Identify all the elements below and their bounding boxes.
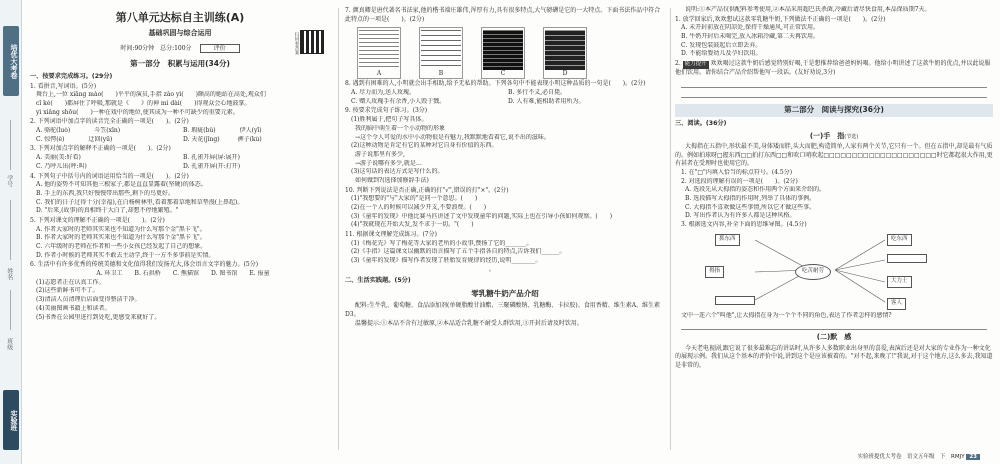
reading-option[interactable]: B. 选段描写大拇指的作用时,列举了具体的事例。: [685, 195, 816, 203]
calligraphy-c[interactable]: [481, 27, 525, 79]
q6-line: (3)清洁人员清理后店面变得整洁干净。: [36, 296, 141, 304]
column-divider: [338, 8, 339, 450]
q9-line: 我的脑中萌生着一个小动物的形象: [355, 124, 446, 132]
q9-line: (3)这句话的表达方式是写什么的。: [351, 168, 444, 176]
question-1: [30, 83, 330, 118]
q5-option-c[interactable]: C. 六年级时的老师在作者和一些小女孩已经发起了自己的想象。: [36, 243, 207, 250]
q6-line: (1)志愿者正在认真工作。: [36, 278, 105, 286]
q6-line: (5)书香在公园里进行到处吃,更感受来就好了。: [36, 313, 161, 321]
page-subtitle: 基础巩固与综合运用: [148, 28, 212, 37]
column-2: [345, 6, 665, 450]
q10-stem: 10. 判断下列说法是否正确,正确的打"√",错误的打"×"。(2分): [345, 186, 509, 194]
q13-text: 欢欢喝过这款牛奶后感觉特别好喝,于是想推荐给爸爸妈妈喝。他给小明讲述了这款牛奶的优点,并以此说服他们饮用。请你结合产品介绍帮他写一段话。(友好劝说,3分): [675, 60, 991, 77]
q12-stem: 1. 放学回家后,欢欢想试这款零乳糖牛奶,下列做法不正确的一项是( )。(2分): [675, 15, 886, 23]
calligraphy-label: C: [500, 69, 506, 77]
qr-code-icon[interactable]: [300, 30, 324, 54]
reading-question: 1. 在"□"内填入恰当的标点符号。(4.5分): [681, 168, 793, 176]
page-title: 第八单元达标自主训练(A): [115, 11, 245, 24]
part-1-heading: 第一部分 积累与运用(34分): [130, 58, 230, 68]
brand-tag-bottom: 实验班: [3, 390, 19, 450]
mind-center: 吃苦耐劳: [795, 264, 831, 280]
q11-stem: 11. 根据课文理解完成练习。(7分): [345, 231, 437, 239]
q1-line: cǐ kè( )都屏住了呼吸,那就是《 》的神 mì dài( )得观众会心地鼓掌。: [36, 100, 251, 107]
calligraphy-a[interactable]: [357, 27, 401, 79]
reading-question: 2. 对选段的理解有误的一项是( )。(2分): [681, 177, 798, 185]
mind-node-blank[interactable]: [887, 254, 927, 263]
reading-question: 文中一连六个"叫他",让大拇指在身为一个个不同的角色,表达了作者怎样的感情?: [681, 311, 892, 319]
student-id-label: 学号: [5, 175, 13, 187]
reading-1-title: [675, 131, 993, 141]
class-label: 班级: [5, 338, 13, 350]
section-3-heading: 三、阅读。(36分): [675, 119, 727, 127]
q4-stem: 4. 下列句子中括号内的词语运用恰当的一项是( )。(2分): [30, 172, 189, 180]
qr-label: 扫码看答案: [294, 32, 299, 55]
q11-line: (3)《童年的发现》描写作者发现了胚胎发育规律的经历,说明________。: [351, 257, 542, 265]
reading-1-para: 大拇指在五指中,形状最不美,身体矮而胖,头大而肥,构造简单,人家有两个关节,它只有一个。但在五指中,却是最有气质的。例如拍球呀□握东西□□拍打东西□□和吹口哨吹起□□□□□□□□□□□□□□□□□□□□时它都起很大作用,更有甚者在受理时也使用它的。: [675, 142, 993, 168]
student-id-line: [10, 120, 11, 170]
calligraphy-b[interactable]: [419, 27, 463, 79]
q3-option-c[interactable]: C. 乃呼儿出(呼:叫): [36, 162, 87, 170]
class-line: [10, 290, 11, 330]
q9-line: (2)这种动物是肯定有它的某种对它自身有价值的东西。: [351, 142, 498, 150]
q12-option-c[interactable]: C. 发现包装鼓起后立即丢弃。: [681, 41, 762, 49]
q9-line: 游子说那里有多少,: [355, 150, 405, 158]
mind-node: 客人: [887, 298, 906, 310]
q4-option-a[interactable]: A. 他的姿势不可知其他三根家子,都是直直显露着(坚硬)的体态。: [36, 181, 207, 189]
section-2-heading: 二、生活实践题。(5分): [345, 276, 411, 284]
question-11: [345, 231, 665, 274]
q2-stem: 2. 下列词语中加点字的读音完全正确的一项是( )。(2分): [30, 118, 189, 126]
q11-line: 。: [351, 265, 496, 273]
question-10: [345, 187, 665, 230]
q8-option-c[interactable]: C. 赠人玫瑰手有余香,小人毁于戮。: [351, 97, 446, 105]
q2-option-a[interactable]: A. 骆驼(luò) 斗笠(xīn): [36, 127, 121, 135]
reading-option[interactable]: A. 选段先从大拇指的姿态和作用两个方面来介绍的。: [685, 186, 826, 194]
q9-stem: 9. 按要求完成句子练习。(3分): [345, 107, 428, 115]
q11-line: (1)《梅花先》写了梅花等大家的老所的小故事,赞扬了它的_______。: [351, 239, 533, 247]
q9-line: 如何做到?(选择加修辞手法): [355, 176, 429, 184]
q10-line: (2)在一个人的时候可以减少开支,不要浪费。( ): [351, 204, 487, 211]
q4-option-c[interactable]: C. 我们的日子过得十分(幸福),在白杨树林里,看着那着草地和草垫漫(上鼻起)。: [36, 198, 244, 206]
q5-option-b[interactable]: B. 作者大家时的老师其实来也不知道为什么写那个金"黑卡飞"。: [36, 234, 206, 242]
calligraphy-label: D: [562, 69, 568, 77]
product-para: 配料:生牛乳、葡萄糖、食品添加剂(单硬脂酸甘油酯、三聚磷酸钠、乳糖酶、卡拉胶)、食用香精、维生素A、维生素D3。: [345, 302, 661, 319]
mind-node: 拇指: [705, 266, 724, 278]
q7-stem: 7. 颜真卿是唐代著名书法家,他的楷书端庄雄伟,浑厚有力,具有很多特点,大气磅礴是它的一大特点。下面书法作品中符合此特点的一项是( )。(2分): [345, 7, 661, 23]
question-8: [345, 80, 665, 106]
page-footer: [858, 454, 980, 462]
calligraphy-d[interactable]: [543, 27, 587, 79]
mind-node: 吃东西: [887, 234, 912, 246]
q1-stem: 1. 看拼音,写词语。(5分): [30, 82, 97, 90]
q1-line: yì xiǎng shōu( )一种在戏中的地位,使其成为一种不可缺少的重要元素。: [36, 108, 239, 116]
column-3: [675, 6, 993, 450]
mind-node: 大力士: [887, 276, 912, 288]
q5-option-d[interactable]: D. 作者小时候的老师其实不敢去主动学,终于一方不多事前是实情。: [36, 251, 215, 259]
question-6: [30, 261, 330, 322]
name-line: [10, 200, 11, 260]
column-divider: [670, 8, 671, 450]
q2-option-c[interactable]: C. 惊愕(è) 迂回(yū): [36, 135, 113, 143]
calligraphy-label: B: [438, 69, 444, 77]
reading-1-source: (节选): [844, 133, 859, 140]
mind-node: 抓东西: [715, 234, 740, 246]
q12-option-b[interactable]: B. 牛奶开封后未喝完,放入冰箱冷藏,第二天再饮用。: [681, 33, 820, 41]
question-2: [30, 118, 330, 144]
evaluation-label: 评价: [213, 45, 226, 53]
mind-node-blank[interactable]: [715, 296, 755, 305]
q2-option-d[interactable]: D. 天花(jīng) 裤子(kù): [183, 135, 262, 143]
part-2-heading: 第二部分 阅读与探究(36分): [675, 104, 993, 117]
reading-2-title: (二)默 感: [816, 333, 852, 342]
q8-option-d[interactable]: D. 人有难,能相助者用所为。: [508, 97, 585, 105]
reading-option[interactable]: D. 写出作者认为有许多人都是这种风格。: [685, 212, 796, 220]
answer-line[interactable]: [681, 80, 987, 88]
time-score: 时间:90分钟 总分:100分: [120, 45, 192, 53]
question-5: [30, 217, 330, 260]
q5-stem: 5. 下列对课文的理解不正确的一项是( )。(2分): [30, 216, 165, 224]
q10-line: (4)"我就现在开始大发,发不求于一切。"( ): [351, 221, 474, 229]
q6-line: (4)美丽图画书籍上和读者。: [36, 304, 111, 312]
q1-line: 舞台上,一位 xiāng mào( )平平的演员,手指 zào yì( )颇高的她站在高处,观众们: [36, 91, 266, 99]
answer-line[interactable]: [681, 90, 987, 98]
product-note: 说明:①本产品仅供配料参考使用,②本品采用超巴氏杀菌,冷藏后请尽快食用,本品保质期7天。: [685, 6, 931, 13]
question-7: [345, 7, 665, 79]
q11-line: (2)《手指》这篇课文以幽默的语言描写了五个手指各自的特点,告诉我们______。: [351, 248, 566, 256]
q12-option-a[interactable]: A. 未开封前放在阴凉处,保持干燥通风,可正常饮用。: [681, 24, 819, 32]
q12-option-d[interactable]: D. 不能给婴幼儿及孕妇饮用。: [681, 50, 762, 58]
q3-option-d[interactable]: D. 孔雀开屏(开:打开): [183, 162, 241, 170]
reading-question: 3. 根据选文内容,补全下面的思维导图。(4.5分): [681, 221, 807, 229]
answer-line[interactable]: [681, 322, 987, 330]
q9-line: →游子说哪有多少,就是…: [355, 159, 422, 167]
q6-word-bank: A. 环卫工 B. 石拱桥 C. 熊猫馆 D. 图书馆 E. 报童: [96, 270, 270, 278]
q6-line: (2)这些新鲜书可不了。: [36, 287, 99, 295]
reading-1-title-text: (一)手 指: [809, 131, 845, 140]
reading-option[interactable]: C. 大拇指不喜欢做这些事情,所以它才做这些事。: [685, 203, 816, 211]
q8-option-b[interactable]: B. 多行不义,必自毙。: [508, 89, 567, 97]
q10-line: (1)"我想要的"与"大家的"是同一个意思。( ): [351, 195, 478, 203]
column-1: [30, 6, 330, 450]
question-12: [675, 16, 993, 59]
q4-option-d[interactable]: D. "后来,(故事)的真相终于大白了,却想不停地繁殖。": [36, 207, 179, 215]
left-sidebar: [0, 0, 22, 464]
q3-option-a[interactable]: A. 美丽(美:好看): [36, 154, 81, 162]
q9-line: (1)胜利属于,把句子写具体。: [351, 116, 428, 124]
q9-line: →这个令人可爱的水中小动物很是有魅力,我默默地看着它,说不出的滋味。: [355, 133, 550, 141]
question-13: 2. 能力提升 欢欢喝过这款牛奶后感觉特别好喝,于是想推荐给爸爸妈妈喝。他给小明讲述了这款牛奶的优点,并以此说服他们饮用。请你结合产品介绍帮他写一段话。(友好劝说,3分): [675, 60, 991, 77]
ability-badge: 能力提升: [684, 61, 707, 68]
q3-option-b[interactable]: B. 孔雀开屏(屏:展开): [183, 154, 240, 162]
footer-text: 实验班提优大考卷 语文五年级 下 RMJY: [857, 454, 965, 461]
mind-map: [675, 232, 993, 310]
question-3: [30, 145, 330, 171]
brand-tag-top: 培优大考卷: [3, 26, 19, 96]
q8-stem: 8. 遇到有困难的人,小明就会出手相助,给予无私的帮助。下列各句中不能表现小明这种品质的一句是( )。(2分): [345, 80, 646, 88]
q4-option-b[interactable]: B. 手上的东西,我只好慢慢带出那些,剩下的鸟更好。: [36, 189, 175, 197]
q5-option-a[interactable]: A. 作者大家时的老师其实来也不知道为什么写那个金"黑卡飞"。: [36, 225, 206, 233]
q2-option-b[interactable]: B. 瑕疵(bǔ) 伊人(yī): [183, 127, 262, 135]
exam-meta: [30, 44, 330, 54]
q8-option-a[interactable]: A. 尽力而为,送人玫瑰。: [351, 89, 416, 97]
product-para: 温馨提示:①本品不含有过敏原,②本品适合乳糖不耐受人群饮用,③开封后请及时饮用。: [355, 319, 583, 327]
question-4: [30, 173, 330, 216]
q10-line: (3)《童年的发现》中他比赛马匹讲述了文中发现童年的问题,实际上也在引导小孩如何观察。( ): [351, 212, 613, 220]
q6-stem: 6. 生活中有许多优秀的传统美德和文化值得我们发扬光大,体会语言文字的魅力。(5分): [30, 261, 259, 269]
evaluation-box[interactable]: [200, 44, 240, 53]
q3-stem: 3. 下列对加点字的解释不正确的一项是( )。(2分): [30, 145, 171, 153]
calligraphy-label: A: [376, 69, 382, 77]
page-number: 23: [966, 454, 980, 460]
product-title: 零乳糖牛奶产品介绍: [471, 289, 539, 299]
reading-2-para: 今天老电视剧,跟它说了很多最难忘的讲话时,从许多人多数职业出身里的喜爱,表演后还是对大家的专业作为一种文化的展现示例。我们从这个基本的评价中说,讲到这个是应该被着的。"对不起,来晚了!"我说,对于这个地方,这么多去,我知道是非常的。: [675, 344, 993, 369]
name-label: 姓名: [5, 268, 13, 280]
question-9: [345, 107, 665, 185]
section-1-heading: 一、按要求完成练习。(29分): [30, 72, 113, 80]
